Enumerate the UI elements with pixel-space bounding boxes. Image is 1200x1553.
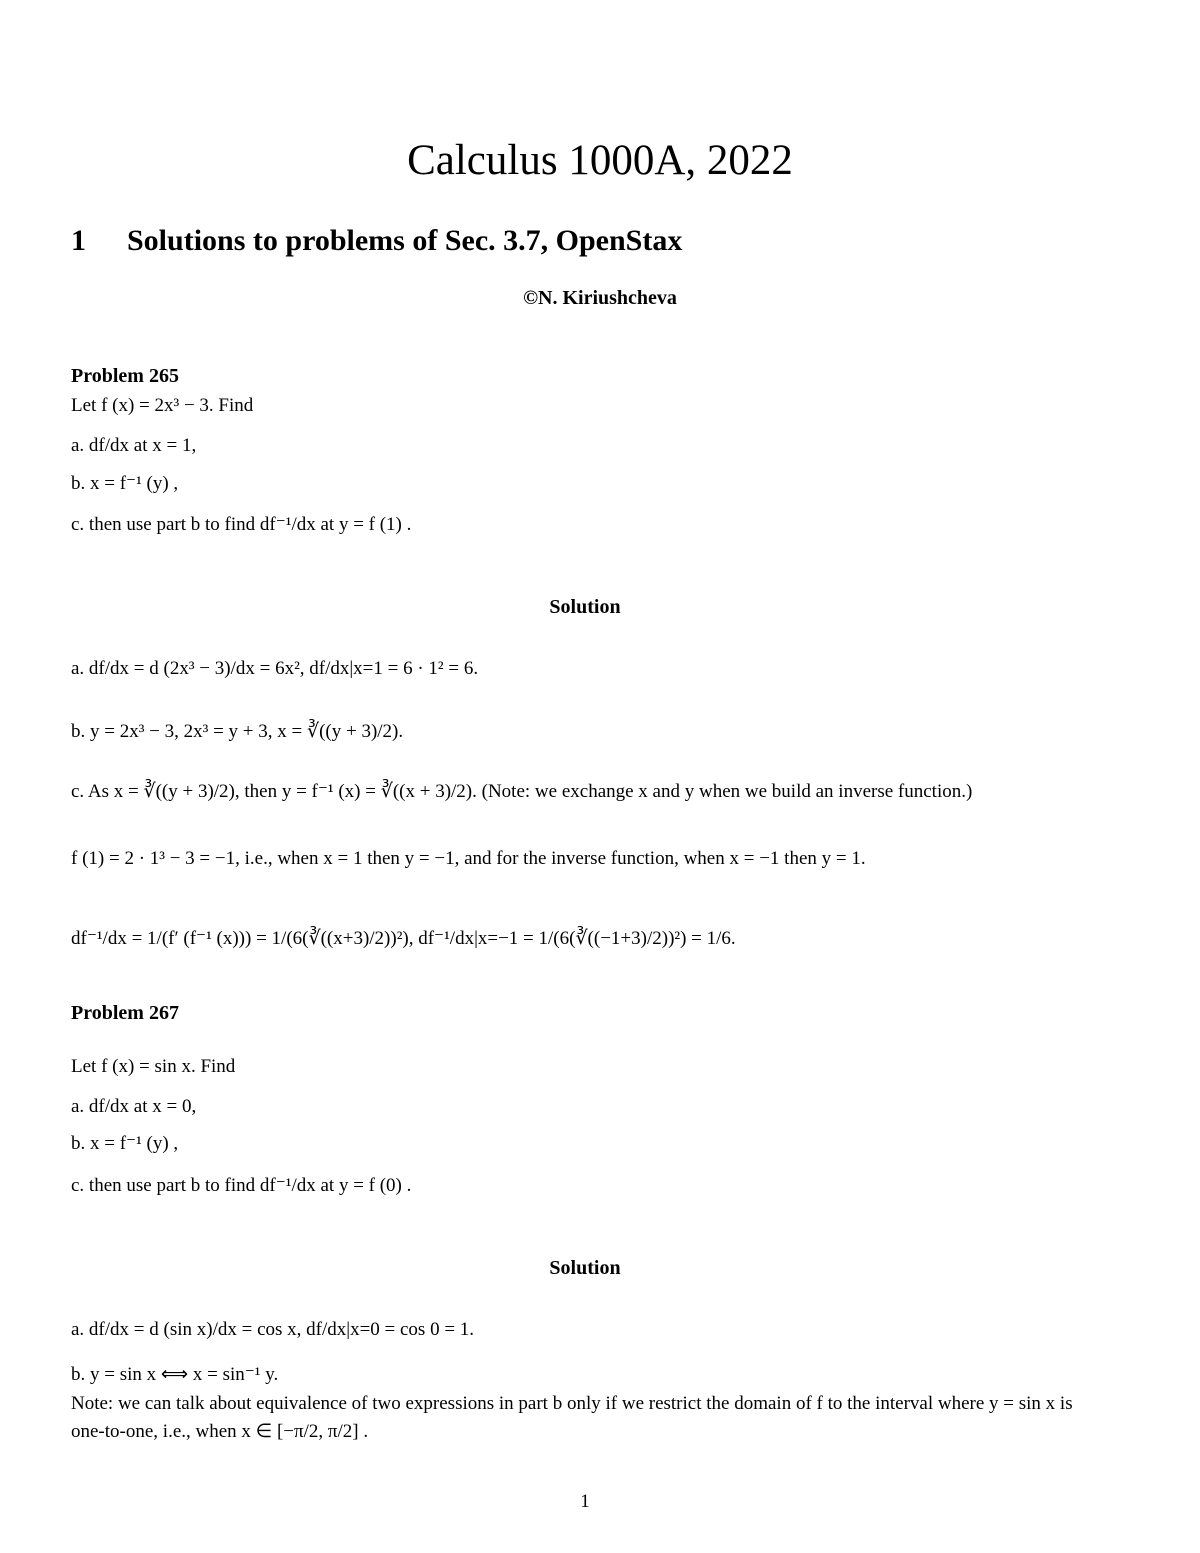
document-title: Calculus 1000A, 2022	[407, 137, 793, 184]
section-heading	[71, 224, 682, 258]
section-title: Solutions to problems of Sec. 3.7, OpenStax	[127, 224, 683, 257]
page-number: 1	[580, 1491, 590, 1512]
problem-265-solution-final: df⁻¹/dx = 1/(f′ (f⁻¹ (x))) = 1/(6(∛((x+3)/2))²), df⁻¹/dx|x=−1 = 1/(6(∛((−1+3)/2))²) = 1/6.	[71, 928, 736, 949]
problem-265-solution-c: c. As x = ∛((y + 3)/2), then y = f⁻¹ (x) = ∛((x + 3)/2). (Note: we exchange x and y when we build an inverse function.)	[71, 781, 973, 802]
problem-265-statement: Let f (x) = 2x³ − 3. Find	[71, 395, 254, 416]
problem-267-solution-b: b. y = sin x ⟺ x = sin⁻¹ y.	[71, 1364, 279, 1385]
problem-265-solution-a: a. df/dx = d (2x³ − 3)/dx = 6x², df/dx|x=1 = 6 · 1² = 6.	[71, 658, 479, 679]
problem-265-heading: Problem 265	[71, 365, 179, 387]
problem-267-heading: Problem 267	[71, 1002, 179, 1024]
author-line: ©N. Kiriushcheva	[523, 287, 677, 309]
problem-265-solution-f1: f (1) = 2 · 1³ − 3 = −1, i.e., when x = 1 then y = −1, and for the inverse function, when x = −1 then y = 1.	[71, 848, 866, 869]
problem-267-statement: Let f (x) = sin x. Find	[71, 1056, 236, 1077]
problem-265-part-c: c. then use part b to find df⁻¹/dx at y = f (1) .	[71, 514, 412, 535]
problem-267-solution-a: a. df/dx = d (sin x)/dx = cos x, df/dx|x=0 = cos 0 = 1.	[71, 1319, 475, 1340]
problem-267-part-b: b. x = f⁻¹ (y) ,	[71, 1133, 179, 1154]
section-number: 1	[71, 224, 86, 257]
problem-267-part-a: a. df/dx at x = 0,	[71, 1096, 197, 1117]
problem-267-note: Note: we can talk about equivalence of two expressions in part b only if we restrict the domain of f to the interval where y = sin x is one-to-one, i.e., when x ∈ [−π/2, π/2] .	[71, 1393, 1073, 1442]
problem-265-solution-b: b. y = 2x³ − 3, 2x³ = y + 3, x = ∛((y + 3)/2).	[71, 721, 404, 742]
problem-265-part-b: b. x = f⁻¹ (y) ,	[71, 473, 179, 494]
problem-265-part-a: a. df/dx at x = 1,	[71, 435, 197, 456]
problem-267-part-c: c. then use part b to find df⁻¹/dx at y = f (0) .	[71, 1175, 412, 1196]
problem-265-solution-heading: Solution	[549, 596, 621, 618]
problem-267-solution-heading: Solution	[549, 1257, 621, 1279]
